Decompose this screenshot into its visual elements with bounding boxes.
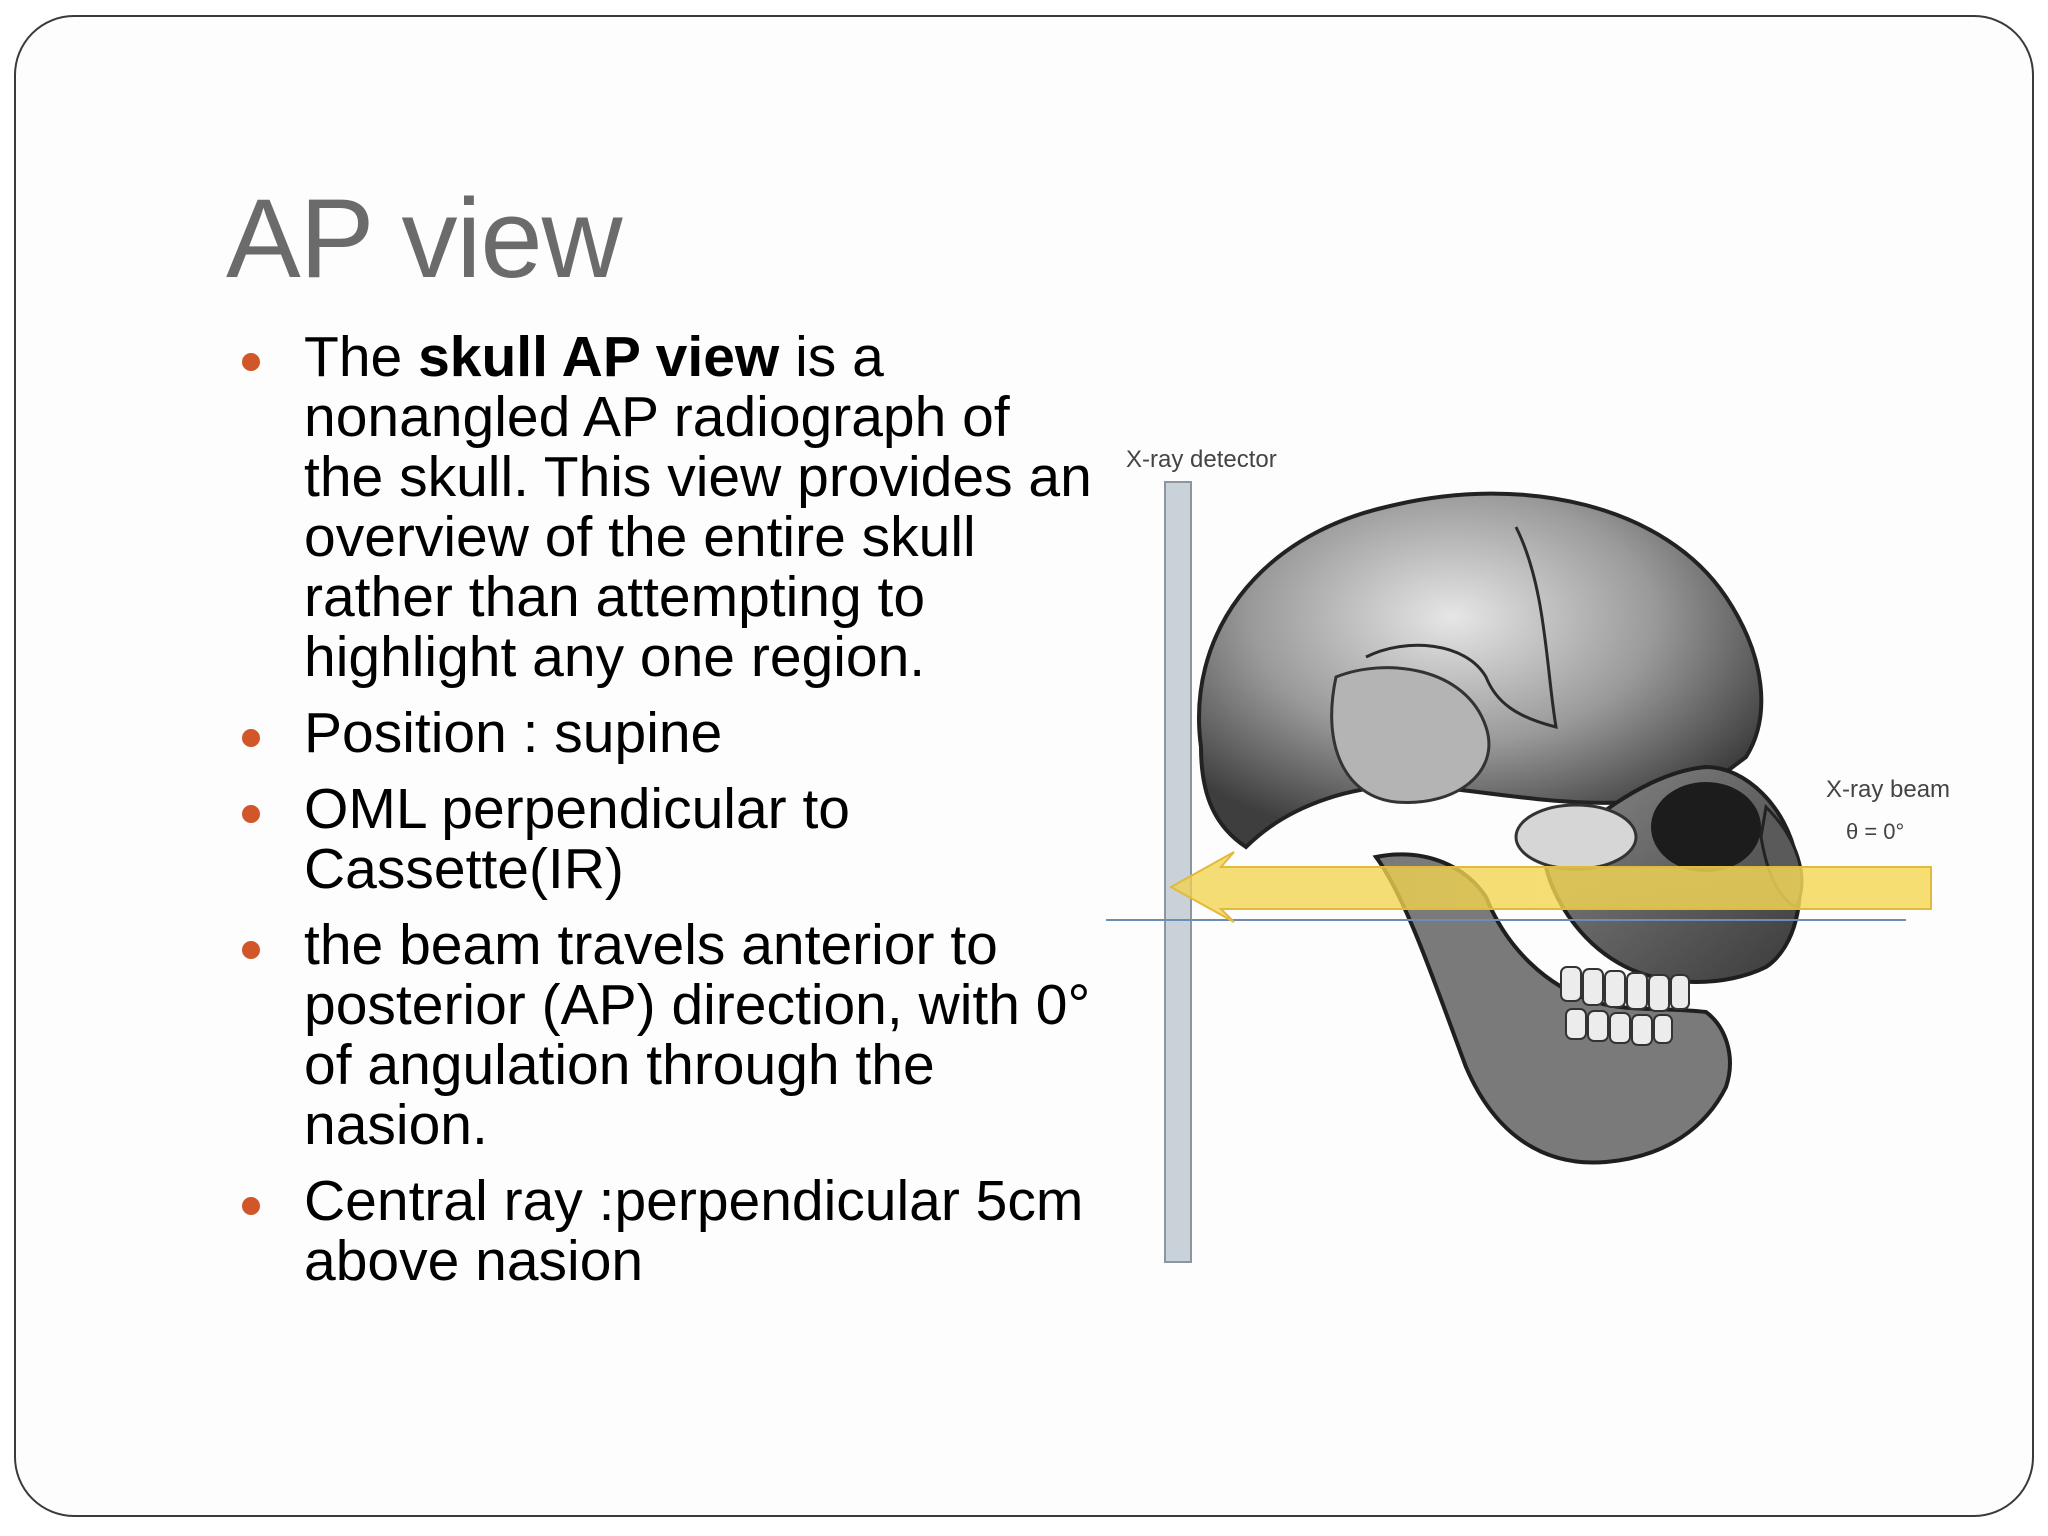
slide-title: AP view [226,176,622,301]
skull-xray-diagram [1106,427,2006,1327]
bullet-text: the beam travels anterior to posterior (AP) direction, with 0° of angulation through the nasion. [304,913,1091,1157]
bullet-dot-icon [242,1197,260,1215]
xray-detector-plate [1165,482,1191,1262]
detector-label: X-ray detector [1126,446,1277,473]
bullet-text-bold: skull AP view [418,325,780,389]
beam-label: X-ray beam [1826,776,1951,803]
bullet-text: Position : supine [304,701,723,765]
bullet-text: Central ray :perpendicular 5cm above nasion [304,1169,1084,1293]
bullet-text-pre: The [304,325,419,389]
skull-orbit [1651,782,1761,872]
bullet-dot-icon [242,729,260,747]
bullet-item [234,1171,1094,1291]
bullet-dot-icon [242,353,260,371]
bullet-item [234,779,1094,899]
beam-angle-label: θ = 0° [1846,819,1905,844]
bullet-text: OML perpendicular to Cassette(IR) [304,777,851,901]
bullet-dot-icon [242,805,260,823]
bullet-text-post: is a nonangled AP radiograph of the skull. This view provides an overview of the entire skull rather than attempting to highlight any one region. [304,325,1092,689]
skull-zygoma [1516,805,1636,869]
bullet-item [234,915,1094,1155]
bullet-list [234,327,1094,1307]
bullet-item [234,327,1094,687]
slide [14,15,2034,1517]
bullet-dot-icon [242,941,260,959]
bullet-item [234,703,1094,763]
